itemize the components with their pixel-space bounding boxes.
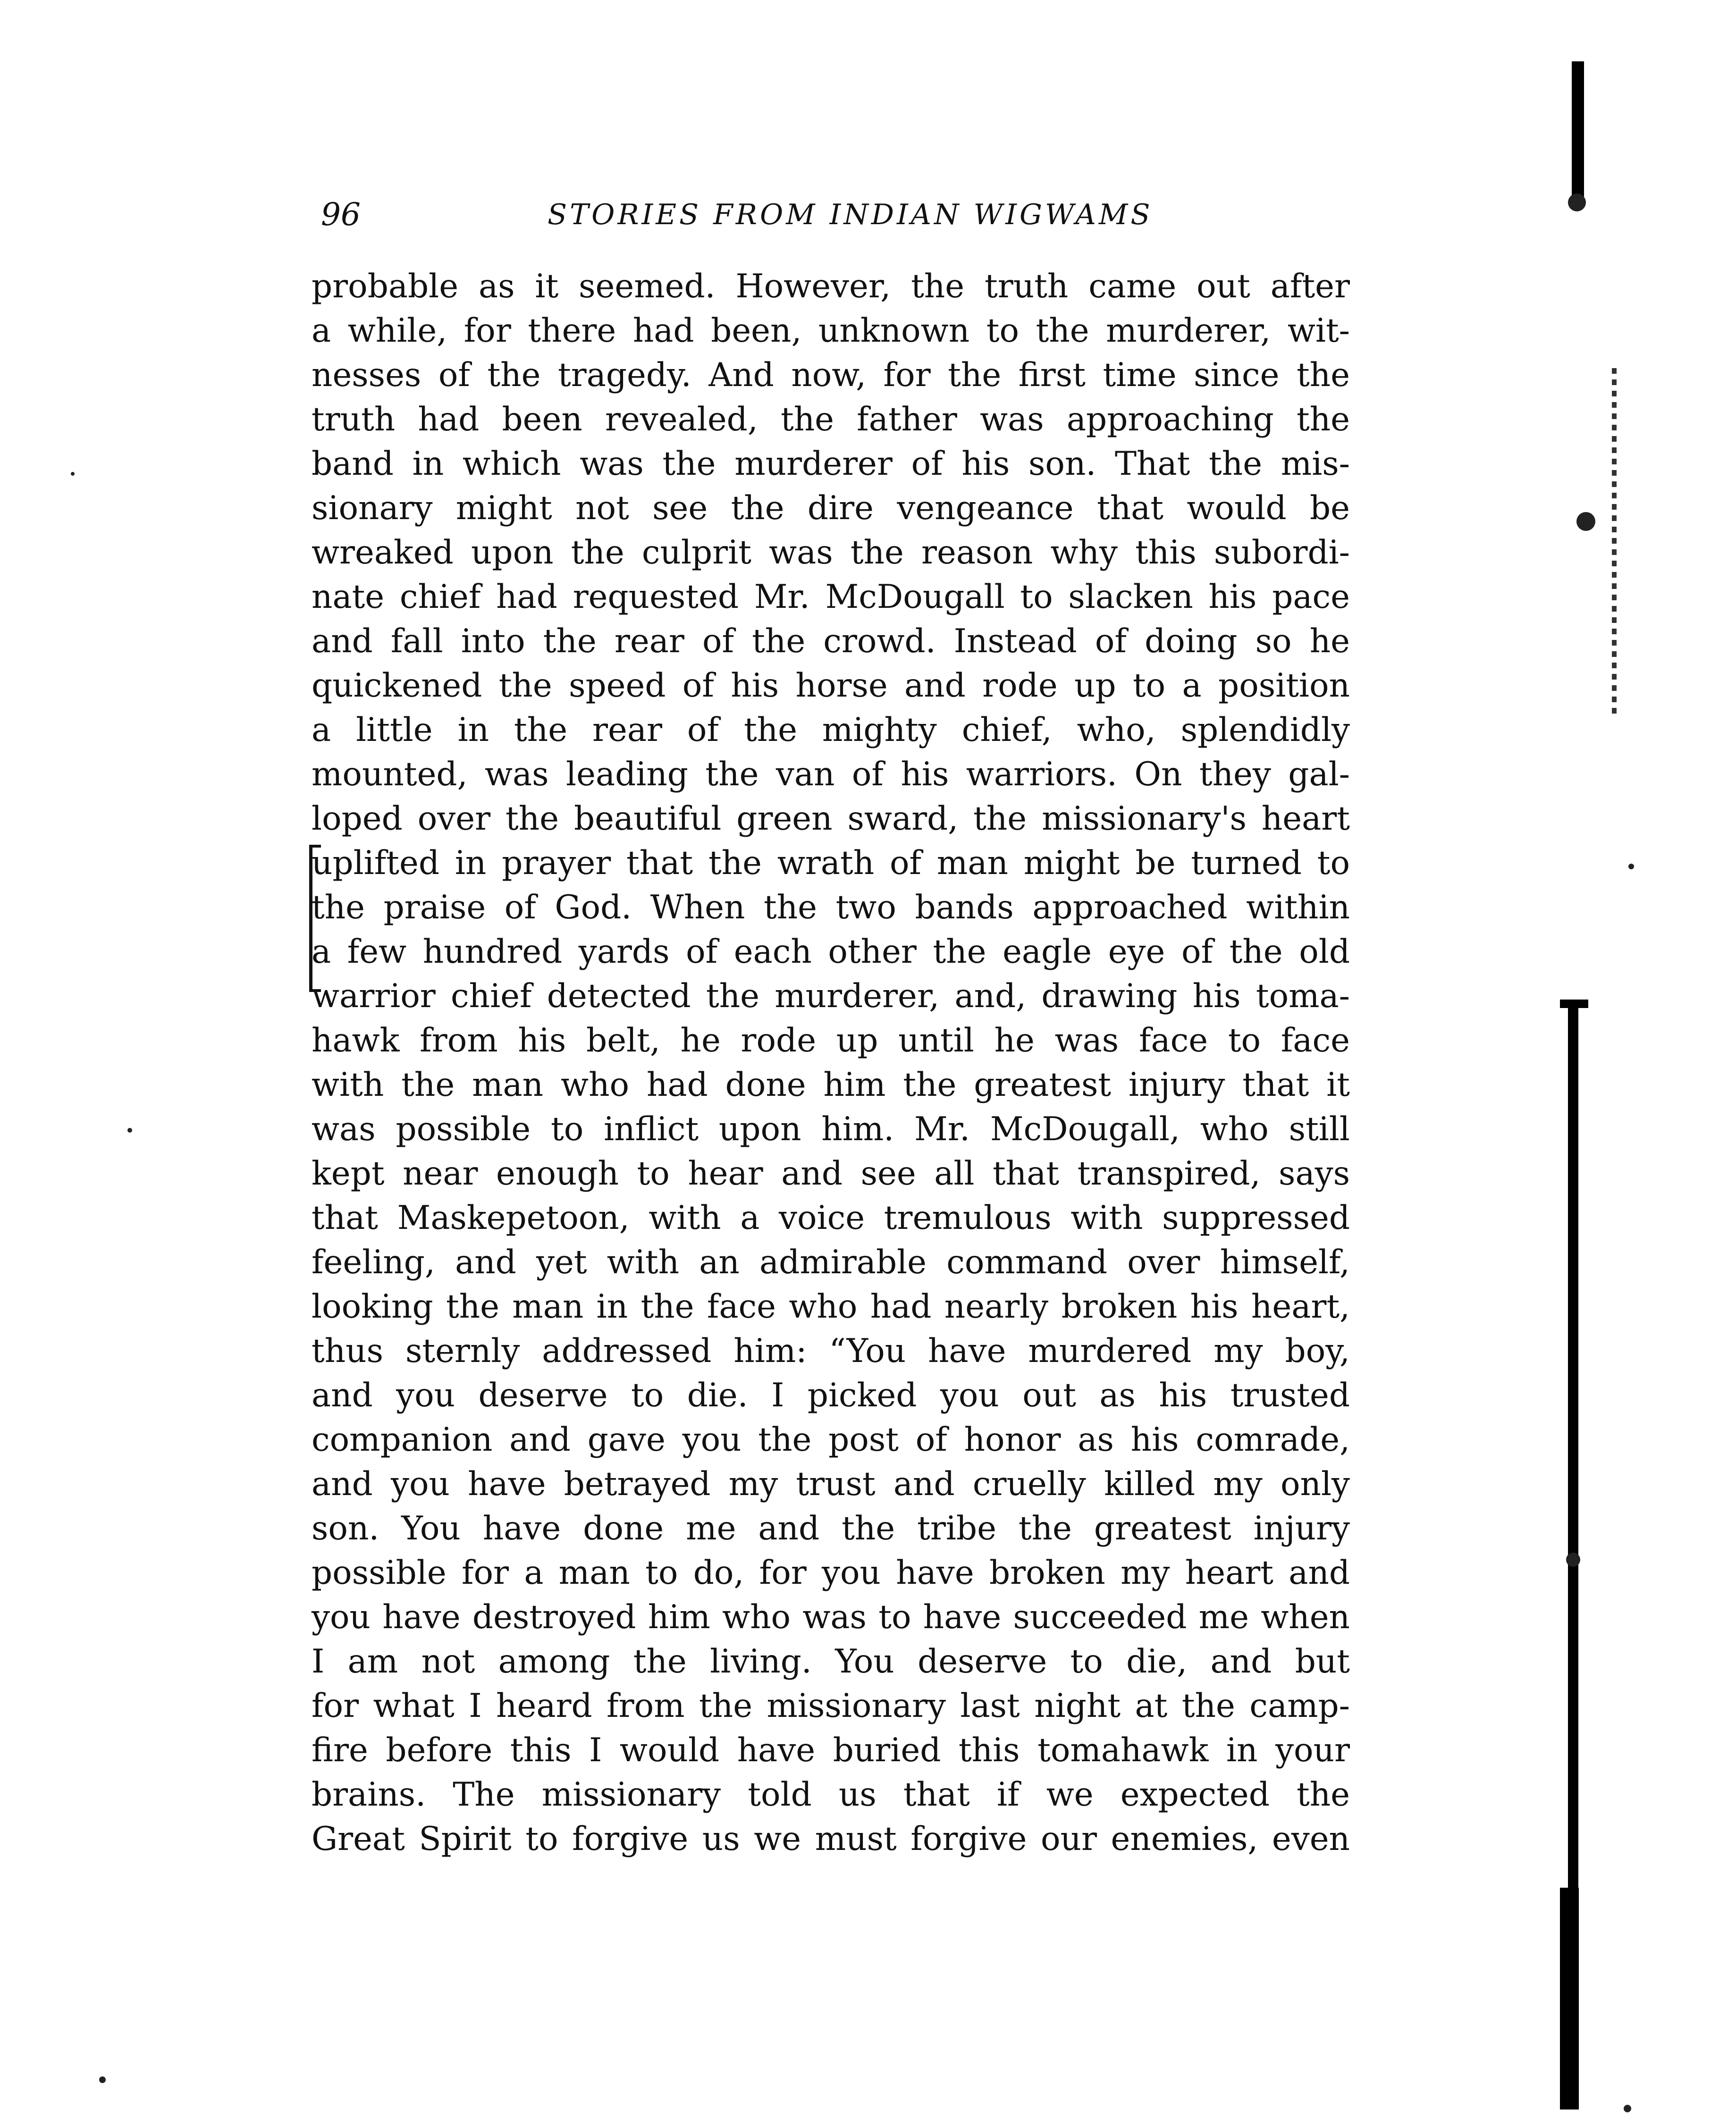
- text-line: sionary might not see the dire vengeance that would be: [312, 489, 1350, 527]
- binding-dot: [1566, 1553, 1580, 1567]
- running-head: [321, 189, 1345, 241]
- text-line: companion and gave you the post of honor as his comrade,: [312, 1421, 1350, 1459]
- text-line: wreaked upon the culprit was the reason why this subordi-: [312, 534, 1350, 572]
- text-line: looking the man in the face who had nearly broken his heart,: [312, 1288, 1350, 1326]
- text-line: the praise of God. When the two bands approached within: [312, 889, 1350, 926]
- binding-dot: [1568, 193, 1586, 211]
- text-line: was possible to inflict upon him. Mr. McDougall, who still: [312, 1110, 1350, 1148]
- text-line: for what I heard from the missionary last night at the camp-: [312, 1687, 1350, 1725]
- text-line: a while, for there had been, unknown to the murderer, wit-: [312, 312, 1350, 350]
- text-line: Great Spirit to forgive us we must forgive our enemies, even: [312, 1820, 1350, 1858]
- text-line: feeling, and yet with an admirable command over himself,: [312, 1244, 1350, 1281]
- text-line: hawk from his belt, he rode up until he was face to face: [312, 1022, 1350, 1059]
- scan-speck: [1624, 2105, 1631, 2112]
- scan-speck: [127, 1128, 132, 1133]
- text-line: brains. The missionary told us that if we expected the: [312, 1776, 1350, 1814]
- running-title: STORIES FROM INDIAN WIGWAMS: [548, 198, 1153, 231]
- text-line: fire before this I would have buried this tomahawk in your: [312, 1731, 1350, 1769]
- text-line: truth had been revealed, the father was approaching the: [312, 401, 1350, 438]
- text-line: nesses of the tragedy. And now, for the first time since the: [312, 356, 1350, 394]
- text-line: warrior chief detected the murderer, and, drawing his toma-: [312, 977, 1350, 1015]
- text-line: possible for a man to do, for you have broken my heart and: [312, 1554, 1350, 1592]
- text-line: you have destroyed him who was to have succeeded me when: [312, 1598, 1350, 1636]
- scan-speck: [71, 472, 75, 476]
- binding-dotted-edge: [1612, 368, 1617, 717]
- text-line: loped over the beautiful green sward, the missionary's heart: [312, 800, 1350, 838]
- text-line: nate chief had requested Mr. McDougall to slacken his pace: [312, 578, 1350, 616]
- text-line: a little in the rear of the mighty chief, who, splendidly: [312, 711, 1350, 749]
- text-line: thus sternly addressed him: “You have murdered my boy,: [312, 1332, 1350, 1370]
- text-line: and you deserve to die. I picked you out as his trusted: [312, 1377, 1350, 1414]
- text-line: and you have betrayed my trust and cruelly killed my only: [312, 1465, 1350, 1503]
- scan-speck: [99, 2076, 106, 2083]
- text-line: probable as it seemed. However, the truth came out after: [312, 268, 1350, 305]
- text-line: that Maskepetoon, with a voice tremulous with suppressed: [312, 1199, 1350, 1237]
- text-line: quickened the speed of his horse and rode up to a position: [312, 667, 1350, 705]
- text-line: son. You have done me and the tribe the greatest injury: [312, 1510, 1350, 1547]
- body-text: [312, 264, 1350, 1861]
- binding-mark-bottom: [1560, 1888, 1579, 2110]
- text-line: I am not among the living. You deserve to die, and but: [312, 1643, 1350, 1681]
- page-number: 96: [321, 196, 361, 233]
- text-line: kept near enough to hear and see all that transpired, says: [312, 1155, 1350, 1193]
- binding-mark-top: [1572, 61, 1584, 208]
- scan-speck: [1628, 864, 1634, 869]
- binding-dot: [1576, 512, 1595, 531]
- text-line: band in which was the murderer of his son. That the mis-: [312, 445, 1350, 483]
- text-line: uplifted in prayer that the wrath of man might be turned to: [312, 844, 1350, 882]
- text-line: a few hundred yards of each other the eagle eye of the old: [312, 933, 1350, 971]
- binding-mark-long: [1568, 1005, 1578, 1902]
- text-line: mounted, was leading the van of his warriors. On they gal-: [312, 756, 1350, 793]
- text-line: and fall into the rear of the crowd. Instead of doing so he: [312, 622, 1350, 660]
- text-line: with the man who had done him the greatest injury that it: [312, 1066, 1350, 1104]
- margin-bracket: [309, 845, 321, 992]
